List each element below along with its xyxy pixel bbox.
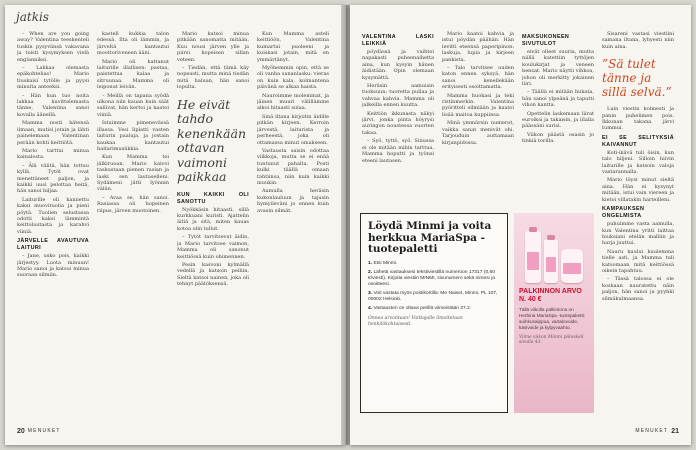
section-subhead: VALENTINA LASKI LEIKKIÄ: [362, 34, 434, 47]
body-paragraph: – Meillä on tapana syödä ulkona niin kauan kuin säät sallivat, hän kertoi ja kaatoi viiniä.: [97, 92, 169, 118]
page-number: 21: [671, 428, 679, 435]
body-paragraph: Nauru kuului kuulemma tielle asti, ja Mamma tuli katsomaan mitä keittiössä oikein tapahtuu.: [602, 248, 674, 274]
body-paragraph: – Avaa se, hän sanoi. Rasiassa oli hopeinen riipus, järven muotoinen.: [97, 194, 169, 214]
product-tub: [561, 249, 583, 283]
right-page: [350, 5, 691, 445]
body-paragraph: Mario katsoi minua pitkään sanomatta mitään. Kuu nousi järven ylle ja piirsi hopeisen sillan veteen.: [177, 31, 249, 63]
prize-description: Tällä viikolla palkintona on Herbina MariaSpa -tuotepaketti: suihkusaippua, vartalovoide, käsivoide ja kylpyvaahto.: [519, 307, 586, 330]
contest-step: 2. Lähetä vastauksesi tekstiviestillä numeroon 17317 (0,60 €/viesti). Kirjoita viestiin MINMI, sivunumero sekä nimesi ja osoitteesi.: [368, 269, 495, 287]
pull-quote: He eivät tahdo kenenkään ottavan vaimoni paikkaa: [177, 96, 247, 185]
bottle-label: [546, 257, 556, 272]
body-paragraph: Nyökkäsin hitaasti, sillä kurkkuani kuristi. Ajattelin äitiä ja sitä, miten kauas kotoa olin tullut.: [177, 206, 249, 232]
body-paragraph: – Talo tarvitsee uuden katon ennen syksyä, hän sanoi kenellekään erityisesti osoittamatta.: [442, 65, 514, 91]
body-paragraph: Istuimme pimenevässä illassa. Vesi liplatti vasten laiturin paaluja, ja jostain kaukaa kantautui haitarimusiikkia.: [97, 120, 169, 152]
magazine-name: MENUKET: [635, 428, 669, 434]
contest-box: [360, 213, 508, 413]
contest-steps: [368, 261, 500, 313]
contest-step: 3. Voit vastata myös postikortilla: Me Naiset, Minmi, PL 107, 00002 Helsinki.: [368, 290, 498, 302]
body-paragraph: Minä ymmärsin numerot, vaikka sanat menivät ohi. Tarjouduin auttamaan kirjanpidossa.: [442, 120, 514, 146]
prize-value-label: PALKINNON ARVO N. 40 €: [519, 288, 582, 303]
body-paragraph: Opettelin laskemaan liirat euroiksi ja takaisin, ja illalla päässäni surisi.: [522, 110, 594, 130]
section-subhead: EI SE SELITYKSIÄ KAIVANNUT: [602, 134, 674, 148]
body-paragraph: – Syö, tyttö, syö. Sinussa ei ole mitään mihin tarttua, Mamma hoputti ja työnsi eteeni lautasen.: [362, 138, 434, 164]
body-paragraph: Sisareni vastasi viestiini samana iltana, lyhyesti niin kuin aina.: [602, 31, 674, 50]
body-paragraph: Mamma huokasi ja teki ristinmerkin. Valentina pyöritteli silmiään ja kaatoi lisää maitoa kuppiinsa.: [442, 92, 514, 118]
body-paragraph: kasteli kukkia talon edessä. Ilta oli lämmin, ja järveltä kantautui moottoriveneen ääni.: [97, 31, 169, 57]
pull-quote-red: ”Sä tulet tänne ja sillä selvä.”: [602, 57, 672, 100]
body-paragraph: – Lakkaa olemasta epäkohtelias! Mario tiuskaisi tytölle ja pyysi minulta anteeksi.: [17, 65, 89, 91]
article-column: [442, 31, 514, 207]
left-page: [5, 5, 346, 445]
section-subhead: MAKSUKONEEN SIVUTULOT: [522, 34, 570, 47]
body-paragraph: Heräsin aamuisin tuoksuun: tuoretta pullaa ja vahvaa kahvia. Mamma oli jalkeilla ennen kuutta.: [362, 83, 434, 109]
bottle-label: [563, 263, 581, 275]
contest-title: Löydä Minmi ja voita herkkua MariaSpa -tuotepaletti: [368, 220, 492, 255]
section-subhead: JÄRVELLE AVAUTUVA LAITURI: [17, 238, 89, 252]
body-paragraph: Koti-ikävä tuli öisin, kun talo hiljeni. Silloin hiivin laiturille ja katsoin valoja vastarannalla.: [602, 149, 674, 176]
body-paragraph: puhuimme vasta aamulla, kun Valentina yritti laittaa hiuksiani etelän malliin ja harja juuttui.: [602, 221, 674, 247]
contest-step: 4. Vastausten on oltava perillä viimeistään 27.2.: [368, 306, 472, 312]
product-bottle: [525, 231, 541, 283]
body-paragraph: Nauroimme molemmat, ja jäinen muuri välillämme alkoi hitaasti sulaa.: [257, 92, 329, 112]
page-footer-left: [17, 420, 64, 438]
body-paragraph: Laiturille oli kannettu kaksi muovituolia ja pieni pöytä. Tuolien selustassa odotti kaksi lämmintä keittolautasta ja karahvi viiniä.: [17, 196, 89, 235]
section-label: jatkis: [16, 10, 49, 24]
body-paragraph: Sinä iltana kirjoitin äidille pitkän kirjeen. Kerroin järvestä, laiturista ja perheestä, joka oli ottamassa minut omakseen.: [257, 113, 329, 146]
page-number: 20: [17, 428, 25, 435]
article-column: [522, 31, 594, 207]
prize-small-print: Viime viikon Minmi piileskeli sivulla 43.: [519, 334, 584, 346]
magazine-name: MENUKET: [27, 428, 61, 434]
body-paragraph: Keittiön ikkunasta näkyi järvi, jonka pinta höyrysi auringon noustessa vuorten takaa.: [362, 110, 434, 136]
body-paragraph: – Tässä talossa ei ole koskaan nauratettu näin paljon, hän sanoi ja pyyhki silmäkulmaansa.: [602, 276, 674, 302]
section-subhead: KUN KAIKKI OLI SANOTTU: [177, 191, 249, 205]
body-paragraph: eivät olleet suuria, mutta niillä katettiin tyttöjen koulukirjat ja veneen bensat. Mario näytti vihkoa, johon oli merkitty jokainen liiri.: [522, 49, 594, 88]
body-paragraph: Vastausta saisin odottaa viikkoja, mutta se ei enää tuntunut pahalta. Posti kulki täällä omaan tahtiinsa, niin kuin kaikki muukin.: [257, 147, 329, 186]
contest-step: 1. Etsi Minmi.: [368, 260, 398, 266]
bottle-cap-icon: [529, 227, 537, 232]
prize-ad: [514, 213, 594, 413]
body-paragraph: – Älä välitä, hän tottuu kyllä. Tytöt ovat menettäneet paljon, ja kaikki uusi pelottaa heitä, hän sanoi hiljaa.: [17, 162, 89, 195]
body-paragraph: – Tiedän, että tämä käy nopeasti, mutta minä tiedän mitä haluan, hän sanoi lopulta.: [177, 65, 249, 91]
section-subhead: KAMPAUKSEN ONGELMISTA: [602, 206, 645, 220]
body-paragraph: Mario löysi minut sieltä aina. Hän ei kysynyt mitään, istui vain viereen ja kietoi villatakin harteilleni.: [602, 177, 674, 203]
article-column: [602, 31, 674, 421]
contest-note: Onnea arvontaan! Voittajalle ilmoitetaan henkilökohtaisesti.: [368, 316, 463, 327]
body-paragraph: Kun Mamma toi jälkiruoan, Mario kaivoi taskustaan pienen rasian ja laski sen lautaselleni. Sydämeni jätti lyönnin väliin.: [97, 154, 169, 193]
body-paragraph: Myöhemmin opin, että se oli vanha sananlasku: vieras on kuin kala, kolmantena päivänä se alkaa haista.: [257, 65, 329, 91]
article-column: [17, 31, 89, 421]
body-paragraph: Pesin kasvoni kylmällä vedellä ja katsoin peiliin. Sieltä katsoi nainen, joka oli tehnyt päätöksensä.: [177, 261, 249, 288]
body-paragraph: – When are you going away? Valentina teeskenteli tuskin pysyvänsä vakavana ja toisti kysymyksen vielä englanniksi.: [17, 31, 89, 63]
body-paragraph: Mario oli kattanut laiturille illallisen: pastaa, paistettua kalaa ja sitruunaa. Mamma oli leiponut leivän.: [97, 58, 169, 91]
article-column: [362, 31, 434, 207]
body-paragraph: – Tytöt tarvitsevat äidin, ja Mario tarvitsee vaimon, Mamma oli sanonut keittiössä kuin ohimennen.: [177, 234, 249, 260]
product-bottle: [544, 239, 558, 283]
body-paragraph: Mario kaatoi kahvia ja istui pöydän päähän. Hän levitti eteensä paperipinon: laskuja, lupia ja kirjeen pankista.: [442, 31, 514, 63]
bottle-cap-icon: [547, 235, 555, 240]
body-paragraph: – Täällä ei mitään hukata, hän sanoi ylpeänä ja taputti vihon kantta.: [522, 89, 594, 109]
body-paragraph: Viikon päästä osasin jo tinkiä torilla.: [522, 131, 594, 145]
product-photo: [519, 221, 589, 283]
body-paragraph: Luin viestin kolmesti ja panin puhelimen pois. Ikkunan takana järvi tummui.: [602, 106, 674, 132]
bottle-label: [527, 252, 539, 270]
page-footer-right: [632, 420, 679, 438]
body-paragraph: Kun Mamma asteli keittiöön, Valentina kumartui puoleeni ja kuiskasi jotain, mitä en ymmärtänyt.: [257, 31, 329, 63]
article-column: [177, 31, 249, 421]
article-column: [97, 31, 169, 421]
article-column: [257, 31, 329, 421]
body-paragraph: Aamulla heräsin kukonlauluun ja tajusin hymyileväni jo ennen kuin avasin silmät.: [257, 188, 329, 214]
body-paragraph: – Jane, usko pois, kaikki järjestyy. Luota minuun! Mario sanoi ja katsoi minua suoraan silmiin.: [17, 253, 89, 279]
body-paragraph: Mamma nosti kätensä ilmaan, mutisi jotain ja lähti painelemaan Valentinan perään kohti keittiötä.: [17, 120, 89, 146]
body-paragraph: Mario tarttui minua kainalosta.: [17, 147, 89, 161]
body-paragraph: pöydässä ja vaihtoi napakasti puheenaihetta aina, kun kysyin hänen äidistään. Opin olemaan kysymättä.: [362, 49, 434, 81]
body-paragraph: – Hän kun tuo noita lakkaa kuvittelemasta tänne, Valentina sanoi kovalla äänellä.: [17, 92, 89, 118]
